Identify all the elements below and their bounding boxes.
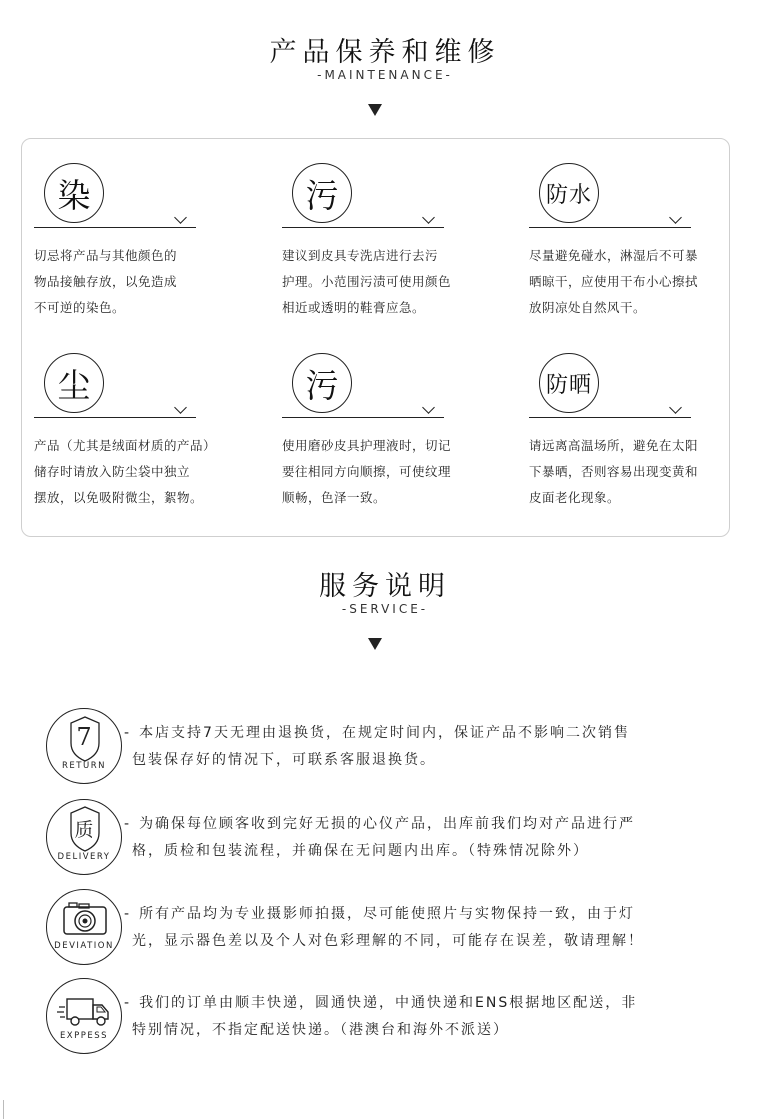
divider (529, 227, 691, 228)
delivery-glyph: 质 (74, 819, 94, 841)
service-item-delivery (46, 799, 736, 879)
service-description: - 所有产品均为专业摄影师拍摄，尽可能使照片与实物保持一致，由于灯 光，显示器色差以及个人对色彩理解的不同，可能存在误差，敬请理解！ (124, 906, 644, 949)
badge-suede: 污 (292, 353, 352, 413)
down-arrow-icon (368, 638, 382, 650)
edge-divider (3, 1100, 4, 1119)
care-description: 请远离高温场所，避免在太阳 下暴晒，否则容易出现变黄和 皮面老化现象。 (529, 438, 699, 505)
divider (282, 227, 444, 228)
delivery-caption: DELIVERY (57, 852, 111, 862)
service-item-return (46, 708, 736, 788)
down-arrow-icon (368, 104, 382, 116)
return-glyph: 7 (76, 723, 92, 751)
care-description: 切忌将产品与其他颜色的 物品接触存放，以免造成 不可逆的染色。 (34, 248, 178, 315)
badge-waterproof: 防水 (539, 163, 599, 223)
divider (34, 227, 196, 228)
service-description: - 为确保每位顾客收到完好无损的心仪产品，出库前我们均对产品进行严 格，质检和包装流程，并确保在无问题内出库。（特殊情况除外） (124, 816, 636, 859)
maintenance-subtitle: -MAINTENANCE- (317, 68, 453, 82)
return-icon (46, 708, 122, 784)
badge-dust: 尘 (44, 353, 104, 413)
chevron-down-icon (174, 401, 187, 414)
badge-dye: 染 (44, 163, 104, 223)
care-description: 使用磨砂皮具护理液时，切记 要往相同方向顺擦，可使纹理 顺畅，色泽一致。 (282, 438, 452, 505)
truck-icon (46, 978, 122, 1054)
deviation-caption: DEVIATION (54, 941, 114, 951)
care-description: 尽量避免碰水，淋湿后不可暴 晒晾干，应使用干布小心擦拭 放阴凉处自然风干。 (529, 248, 699, 315)
maintenance-title: 产品保养和维修 (269, 37, 501, 68)
camera-icon (46, 889, 122, 965)
divider (529, 417, 691, 418)
service-title: 服务说明 (319, 571, 451, 602)
chevron-down-icon (422, 211, 435, 224)
delivery-icon (46, 799, 122, 875)
badge-sunproof: 防晒 (539, 353, 599, 413)
return-caption: RETURN (62, 761, 106, 771)
care-description: 产品（尤其是绒面材质的产品） 储存时请放入防尘袋中独立 摆放，以免吸附微尘，絮物。 (34, 438, 217, 505)
chevron-down-icon (669, 401, 682, 414)
care-description: 建议到皮具专洗店进行去污 护理。小范围污渍可使用颜色 相近或透明的鞋膏应急。 (282, 248, 452, 315)
service-description: - 本店支持7天无理由退换货，在规定时间内，保证产品不影响二次销售 包装保存好的情况下，可联系客服退换货。 (124, 725, 630, 768)
chevron-down-icon (422, 401, 435, 414)
badge-stain: 污 (292, 163, 352, 223)
divider (282, 417, 444, 418)
service-subtitle: -SERVICE- (341, 602, 429, 616)
chevron-down-icon (174, 211, 187, 224)
chevron-down-icon (669, 211, 682, 224)
maintenance-card (21, 138, 730, 537)
service-item-express (46, 978, 736, 1058)
service-item-deviation (46, 889, 736, 969)
service-description: - 我们的订单由顺丰快递，圆通快递，中通快递和ENS根据地区配送，非 特别情况，不指定配送快递。（港澳台和海外不派送） (124, 995, 638, 1038)
divider (34, 417, 196, 418)
express-caption: EXPPESS (59, 1031, 109, 1041)
